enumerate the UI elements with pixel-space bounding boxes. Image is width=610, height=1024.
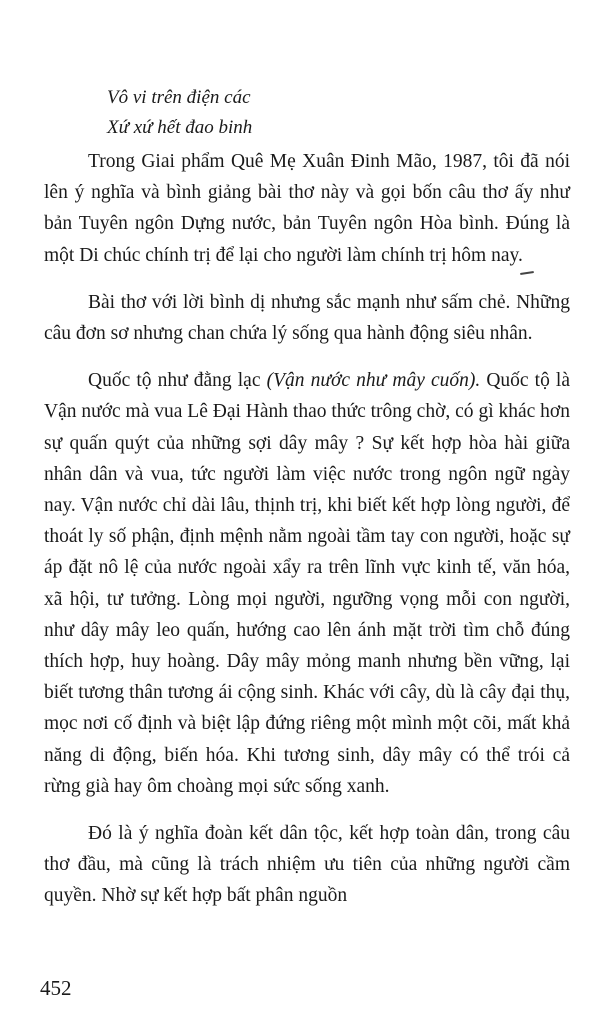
paragraph-4: Đó là ý nghĩa đoàn kết dân tộc, kết hợp toàn dân, trong câu thơ đầu, mà cũng là trách nhiệm ưu tiên của những người cầm quyền. Nhờ sự kết hợp bất phân nguồn	[44, 823, 570, 907]
paragraph-3-rest: Quốc tộ là Vận nước mà vua Lê Đại Hành thao thức trông chờ, có gì khác hơn sự quấn quýt của những sợi dây mây ? Sự kết hợp hòa hài giữa nhân dân và vua, tức người làm việc nước trong ngôn ngữ ngày nay. Vận nước chỉ dài lâu, thịnh trị, khi biết kết hợp lòng người, để thoát ly số phận, định mệnh nằm ngoài tầm tay con người, hoặc sự áp đặt nô lệ của nước ngoài xẩy ra trên lĩnh vực kinh tế, văn hóa, xã hội, tư tưởng. Lòng mọi người, ngưỡng vọng mỗi con người, như dây mây leo quấn, hướng cao lên ánh mặt trời tìm chỗ đúng thích hợp, huy hoàng. Dây mây mỏng manh nhưng bền vững, lại biết tương thân tương ái cộng sinh. Khác với cây, dù là cây đại thụ, mọc nơi cố định và biệt lập đứng riêng một mình một cõi, mất khả năng di động, biến hóa. Khi tương sinh, dây mây có thể trói cả rừng già hay ôm choàng mọi sức sống xanh.	[44, 370, 571, 797]
paragraph-1: Trong Giai phẩm Quê Mẹ Xuân Đinh Mão, 1987, tôi đã nói lên ý nghĩa và bình giảng bài thơ này và gọi bốn câu thơ ấy như bản Tuyên ngôn Dựng nước, bản Tuyên ngôn Hòa bình. Đúng là một Di chúc chính trị để lại cho người làm chính trị hôm nay.	[44, 151, 570, 266]
paragraph-2: Bài thơ với lời bình dị nhưng sắc mạnh như sấm chẻ. Những câu đơn sơ nhưng chan chứa lý sống qua hành động siêu nhân.	[44, 291, 570, 345]
paragraph-3	[44, 365, 570, 802]
paragraph-3-start: Quốc tộ như đằng lạc	[88, 370, 267, 392]
page-number: 452	[40, 976, 72, 1000]
verse-line-2: Xứ xứ hết đao binh	[107, 117, 253, 138]
verse-line-1: Vô vi trên điện các	[107, 87, 251, 108]
paragraph-3-italic: (Vận nước như mây cuốn).	[266, 370, 481, 392]
body-text	[44, 146, 570, 928]
verse-quote	[107, 83, 252, 143]
